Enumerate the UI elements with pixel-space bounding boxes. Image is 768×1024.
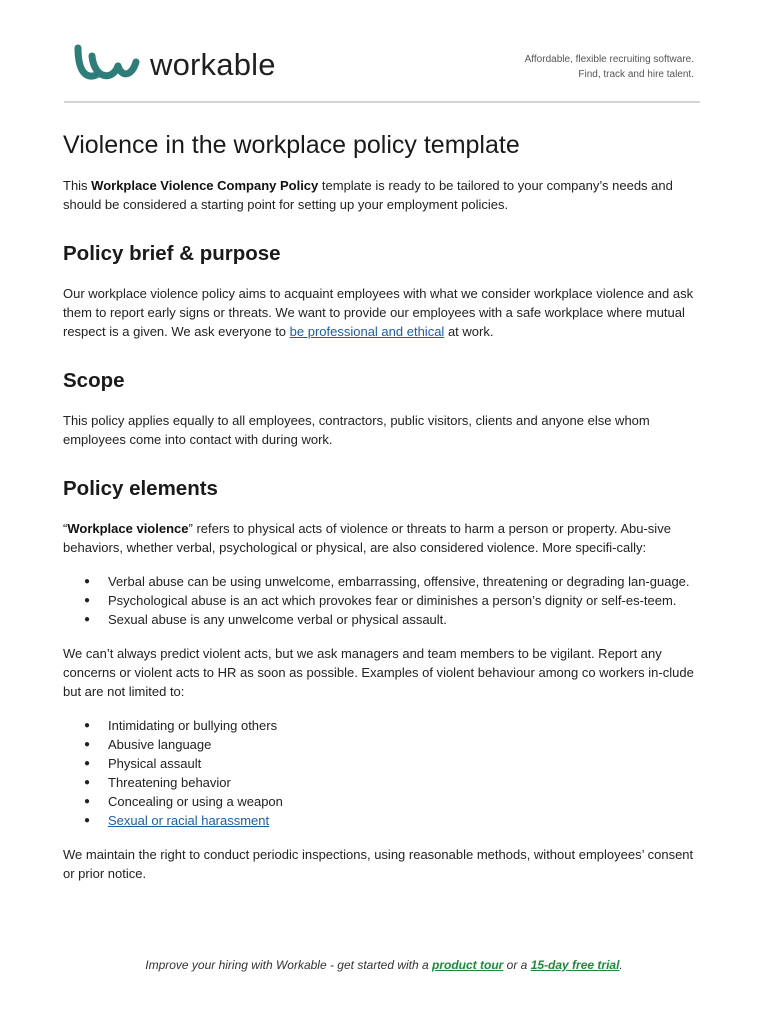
- brand-name: workable: [150, 46, 276, 82]
- intro-suffix: template is ready to be tailored to your company’s needs and should be considered a starting point for setting up your employment policies.: [63, 178, 673, 212]
- footer-suffix: .: [619, 958, 623, 972]
- tagline-line-1: Affordable, flexible recruiting software.: [524, 54, 694, 65]
- list-item: ● Intimidating or bullying others: [63, 716, 701, 735]
- list-item: ● Threatening behavior: [63, 773, 701, 792]
- purpose-heading: Policy brief & purpose: [63, 242, 281, 265]
- purpose-text-end: at work.: [444, 324, 494, 339]
- examples-list: [63, 716, 701, 830]
- list-item: ● Verbal abuse can be using unwelcome, embarrassing, offensive, threatening or degrading lan-guage.: [63, 572, 701, 591]
- elements-heading: Policy elements: [63, 477, 218, 500]
- definition-term: Workplace violence: [67, 521, 189, 536]
- list-item: ● Sexual abuse is any unwelcome verbal or physical assault.: [63, 610, 701, 629]
- intro-paragraph: [63, 176, 701, 214]
- list-item: ● Concealing or using a weapon: [63, 792, 701, 811]
- workable-logo-icon: [72, 44, 140, 84]
- purpose-paragraph: [63, 284, 701, 341]
- footer-middle: or a: [503, 958, 531, 972]
- definition-text: ” refers to physical acts of violence or threats to harm a person or property. Abu-sive behaviors, whether verbal, psychological or physical, are also considered violence. More specifi-cally:: [63, 521, 671, 555]
- footer-prefix: Improve your hiring with Workable - get started with a: [145, 958, 433, 972]
- free-trial-link[interactable]: 15-day free trial: [530, 958, 620, 972]
- tagline-line-2: Find, track and hire talent.: [578, 69, 694, 80]
- scope-heading: Scope: [63, 369, 125, 392]
- tagline: [525, 52, 694, 82]
- scope-paragraph: This policy applies equally to all employees, contractors, public visitors, clients and anyone else whom employees come into contact with during work.: [63, 413, 650, 447]
- inspections-paragraph: We maintain the right to conduct periodic inspections, using reasonable methods, without employees’ consent or prior notice.: [63, 847, 694, 881]
- page-title: Violence in the workplace policy template: [63, 131, 520, 159]
- footer-cta: [0, 958, 768, 972]
- list-item-link: [63, 811, 701, 830]
- list-item: ● Psychological abuse is an act which provokes fear or diminishes a person’s dignity or self-es-teem.: [63, 591, 701, 610]
- list-item: ● Physical assault: [63, 754, 701, 773]
- document-body: [63, 128, 701, 883]
- definition-quote: “: [63, 521, 68, 536]
- header-divider: [64, 101, 700, 103]
- workable-logo[interactable]: [72, 44, 276, 84]
- purpose-text: Our workplace violence policy aims to acquaint employees with what we consider workplace violence and ask them to report early signs or threats. We want to provide our employees with a safe workplace where mutual respect is a given. We ask everyone to: [63, 286, 694, 339]
- list-item: ● Abusive language: [63, 735, 701, 754]
- harassment-link[interactable]: Sexual or racial harassment: [108, 813, 270, 828]
- professional-ethical-link[interactable]: be professional and ethical: [289, 324, 445, 339]
- abuse-types-list: [63, 572, 701, 629]
- product-tour-link[interactable]: product tour: [432, 958, 504, 972]
- intro-prefix: This: [63, 178, 92, 193]
- examples-intro-paragraph: We can’t always predict violent acts, but we ask managers and team members to be vigilant. Report any concerns or violent acts to HR as soon as possible. Examples of violent behaviour among co workers in-clude but are not limited to:: [63, 646, 694, 699]
- page-header: [64, 40, 700, 102]
- intro-bold: Workplace Violence Company Policy: [91, 178, 319, 193]
- definition-paragraph: [63, 519, 701, 557]
